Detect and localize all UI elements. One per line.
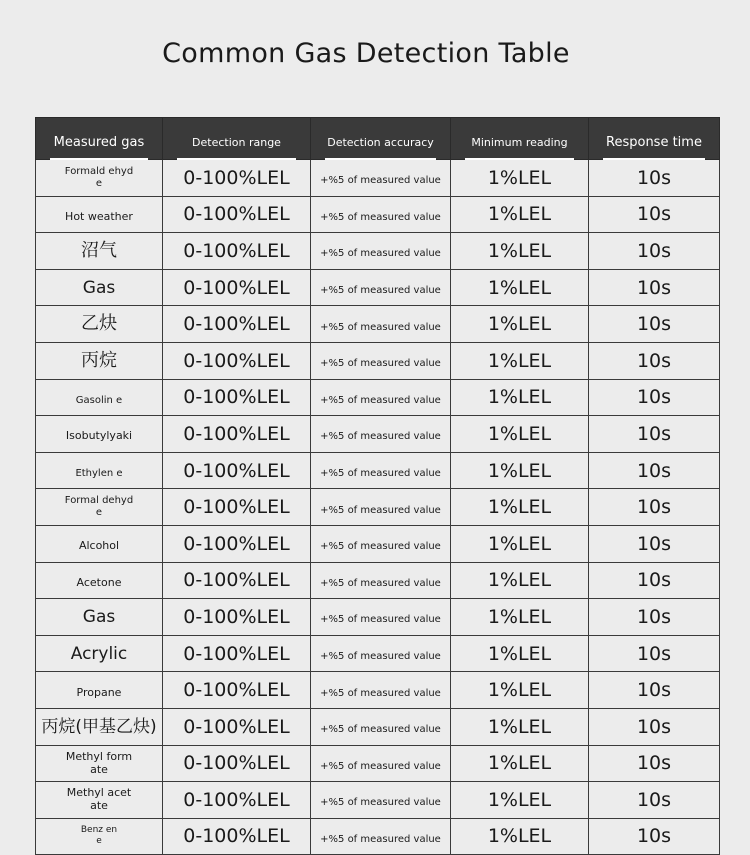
response-time-text: 10s (636, 605, 672, 628)
detection-accuracy-cell (311, 489, 451, 526)
gas-name-text: Propane (76, 685, 122, 699)
gas-name-cell (36, 745, 163, 782)
detection-accuracy-text: +%5 of measured value (320, 760, 441, 772)
detection-accuracy-text: +%5 of measured value (320, 797, 441, 809)
table-row (36, 269, 720, 306)
response-time-text: 10s (636, 313, 672, 336)
table-row (36, 782, 720, 819)
detection-accuracy-cell (311, 233, 451, 270)
header-response-time: Response time (589, 118, 720, 160)
minimum-reading-cell (451, 635, 589, 672)
response-time-cell (589, 160, 720, 197)
table-body (36, 160, 720, 855)
response-time-cell (589, 306, 720, 343)
detection-range-cell (163, 233, 311, 270)
table-header-row (36, 118, 720, 160)
detection-range-text: 0-100%LEL (183, 642, 290, 665)
gas-name-cell (36, 342, 163, 379)
detection-range-text: 0-100%LEL (183, 532, 290, 555)
table-row (36, 196, 720, 233)
table-row (36, 818, 720, 855)
detection-accuracy-cell (311, 708, 451, 745)
detection-accuracy-cell (311, 160, 451, 197)
gas-name-cell (36, 160, 163, 197)
detection-range-text: 0-100%LEL (183, 166, 290, 189)
detection-range-text: 0-100%LEL (183, 569, 290, 592)
response-time-text: 10s (636, 496, 672, 519)
gas-name-text: 乙炔 (81, 313, 117, 335)
detection-accuracy-text: +%5 of measured value (320, 687, 441, 699)
detection-accuracy-cell (311, 342, 451, 379)
minimum-reading-text: 1%LEL (487, 752, 552, 775)
gas-name-cell (36, 782, 163, 819)
minimum-reading-cell (451, 708, 589, 745)
response-time-cell (589, 379, 720, 416)
header-detection-range: Detection range (163, 118, 311, 160)
detection-accuracy-cell (311, 635, 451, 672)
minimum-reading-text: 1%LEL (487, 276, 552, 299)
detection-accuracy-cell (311, 599, 451, 636)
response-time-cell (589, 342, 720, 379)
header-detection-accuracy: Detection accuracy (311, 118, 451, 160)
detection-range-text: 0-100%LEL (183, 203, 290, 226)
minimum-reading-text: 1%LEL (487, 715, 552, 738)
detection-accuracy-cell (311, 672, 451, 709)
detection-range-cell (163, 452, 311, 489)
detection-range-cell (163, 196, 311, 233)
detection-range-text: 0-100%LEL (183, 752, 290, 775)
detection-accuracy-cell (311, 196, 451, 233)
detection-accuracy-text: +%5 of measured value (320, 175, 441, 187)
response-time-cell (589, 672, 720, 709)
response-time-cell (589, 416, 720, 453)
gas-name-cell (36, 708, 163, 745)
gas-name-text: Acrylic (70, 643, 128, 664)
detection-range-text: 0-100%LEL (183, 496, 290, 519)
minimum-reading-text: 1%LEL (487, 825, 552, 848)
table-row (36, 489, 720, 526)
gas-name-cell (36, 489, 163, 526)
detection-range-text: 0-100%LEL (183, 459, 290, 482)
minimum-reading-text: 1%LEL (487, 386, 552, 409)
gas-name-cell (36, 672, 163, 709)
gas-name-text: Acetone (76, 575, 122, 589)
minimum-reading-cell (451, 672, 589, 709)
minimum-reading-cell (451, 233, 589, 270)
detection-range-cell (163, 672, 311, 709)
table-row (36, 452, 720, 489)
detection-accuracy-cell (311, 562, 451, 599)
detection-range-text: 0-100%LEL (183, 313, 290, 336)
response-time-cell (589, 452, 720, 489)
response-time-text: 10s (636, 203, 672, 226)
response-time-text: 10s (636, 752, 672, 775)
gas-name-cell (36, 269, 163, 306)
detection-accuracy-text: +%5 of measured value (320, 614, 441, 626)
detection-accuracy-text: +%5 of measured value (320, 248, 441, 260)
table-row (36, 599, 720, 636)
table-row (36, 635, 720, 672)
minimum-reading-text: 1%LEL (487, 788, 552, 811)
minimum-reading-text: 1%LEL (487, 496, 552, 519)
minimum-reading-cell (451, 160, 589, 197)
detection-accuracy-text: +%5 of measured value (320, 431, 441, 443)
detection-accuracy-text: +%5 of measured value (320, 724, 441, 736)
response-time-text: 10s (636, 422, 672, 445)
response-time-text: 10s (636, 679, 672, 702)
gas-name-cell (36, 452, 163, 489)
response-time-text: 10s (636, 642, 672, 665)
gas-name-text: Formald ehyde (64, 165, 134, 189)
gas-name-text: Formal dehyde (64, 495, 134, 519)
header-measured-gas: Measured gas (36, 118, 163, 160)
response-time-cell (589, 635, 720, 672)
gas-name-text: Gas (82, 606, 116, 627)
detection-range-cell (163, 708, 311, 745)
minimum-reading-text: 1%LEL (487, 569, 552, 592)
detection-range-cell (163, 635, 311, 672)
detection-accuracy-text: +%5 of measured value (320, 541, 441, 553)
detection-range-cell (163, 782, 311, 819)
response-time-text: 10s (636, 788, 672, 811)
gas-name-cell (36, 416, 163, 453)
detection-range-cell (163, 160, 311, 197)
gas-name-cell (36, 306, 163, 343)
minimum-reading-cell (451, 452, 589, 489)
detection-range-text: 0-100%LEL (183, 276, 290, 299)
gas-name-text: Isobutylyaki (65, 429, 133, 443)
gas-name-cell (36, 233, 163, 270)
table-row (36, 416, 720, 453)
minimum-reading-text: 1%LEL (487, 422, 552, 445)
minimum-reading-text: 1%LEL (487, 203, 552, 226)
detection-accuracy-cell (311, 745, 451, 782)
detection-accuracy-cell (311, 269, 451, 306)
minimum-reading-cell (451, 342, 589, 379)
gas-name-text: Gas (82, 277, 116, 298)
response-time-cell (589, 708, 720, 745)
response-time-cell (589, 745, 720, 782)
detection-accuracy-cell (311, 416, 451, 453)
minimum-reading-cell (451, 269, 589, 306)
minimum-reading-cell (451, 599, 589, 636)
detection-accuracy-text: +%5 of measured value (320, 285, 441, 297)
detection-range-cell (163, 818, 311, 855)
detection-range-cell (163, 562, 311, 599)
response-time-text: 10s (636, 276, 672, 299)
detection-accuracy-cell (311, 818, 451, 855)
table-row (36, 233, 720, 270)
gas-name-cell (36, 196, 163, 233)
table-row (36, 160, 720, 197)
response-time-text: 10s (636, 569, 672, 592)
detection-range-cell (163, 745, 311, 782)
minimum-reading-cell (451, 379, 589, 416)
response-time-text: 10s (636, 532, 672, 555)
detection-range-text: 0-100%LEL (183, 605, 290, 628)
minimum-reading-cell (451, 416, 589, 453)
gas-name-cell (36, 562, 163, 599)
detection-accuracy-text: +%5 of measured value (320, 651, 441, 663)
detection-range-text: 0-100%LEL (183, 825, 290, 848)
detection-range-cell (163, 599, 311, 636)
header-minimum-reading: Minimum reading (451, 118, 589, 160)
minimum-reading-text: 1%LEL (487, 642, 552, 665)
detection-accuracy-cell (311, 452, 451, 489)
gas-name-cell (36, 818, 163, 855)
detection-accuracy-text: +%5 of measured value (320, 577, 441, 589)
minimum-reading-text: 1%LEL (487, 239, 552, 262)
response-time-text: 10s (636, 239, 672, 262)
minimum-reading-cell (451, 196, 589, 233)
table-row (36, 306, 720, 343)
response-time-cell (589, 562, 720, 599)
detection-range-text: 0-100%LEL (183, 679, 290, 702)
minimum-reading-text: 1%LEL (487, 313, 552, 336)
table-row (36, 342, 720, 379)
gas-name-text: Benz ene (80, 825, 118, 847)
gas-name-text: Methyl formate (65, 749, 133, 776)
minimum-reading-cell (451, 306, 589, 343)
gas-name-text: 丙烷(甲基乙炔) (41, 717, 157, 738)
minimum-reading-cell (451, 818, 589, 855)
detection-accuracy-cell (311, 379, 451, 416)
minimum-reading-text: 1%LEL (487, 349, 552, 372)
gas-name-text: 丙烷 (81, 349, 117, 371)
gas-name-text: Ethylen e (75, 468, 123, 480)
gas-name-cell (36, 379, 163, 416)
detection-range-cell (163, 306, 311, 343)
gas-detection-table (35, 117, 720, 855)
table-row (36, 379, 720, 416)
detection-accuracy-cell (311, 782, 451, 819)
response-time-cell (589, 196, 720, 233)
detection-range-text: 0-100%LEL (183, 239, 290, 262)
detection-accuracy-text: +%5 of measured value (320, 394, 441, 406)
table-row (36, 672, 720, 709)
gas-name-cell (36, 525, 163, 562)
detection-accuracy-text: +%5 of measured value (320, 211, 441, 223)
response-time-text: 10s (636, 166, 672, 189)
detection-range-cell (163, 416, 311, 453)
detection-accuracy-text: +%5 of measured value (320, 468, 441, 480)
response-time-text: 10s (636, 825, 672, 848)
detection-range-text: 0-100%LEL (183, 349, 290, 372)
minimum-reading-text: 1%LEL (487, 532, 552, 555)
minimum-reading-text: 1%LEL (487, 459, 552, 482)
response-time-cell (589, 599, 720, 636)
minimum-reading-cell (451, 782, 589, 819)
detection-range-text: 0-100%LEL (183, 386, 290, 409)
table-row (36, 745, 720, 782)
detection-accuracy-cell (311, 306, 451, 343)
response-time-cell (589, 782, 720, 819)
response-time-text: 10s (636, 715, 672, 738)
detection-range-text: 0-100%LEL (183, 715, 290, 738)
detection-accuracy-text: +%5 of measured value (320, 504, 441, 516)
detection-range-cell (163, 525, 311, 562)
detection-range-text: 0-100%LEL (183, 422, 290, 445)
minimum-reading-cell (451, 745, 589, 782)
table-row (36, 708, 720, 745)
response-time-cell (589, 818, 720, 855)
detection-accuracy-text: +%5 of measured value (320, 358, 441, 370)
gas-name-cell (36, 599, 163, 636)
detection-accuracy-text: +%5 of measured value (320, 321, 441, 333)
detection-range-cell (163, 269, 311, 306)
minimum-reading-text: 1%LEL (487, 605, 552, 628)
detection-range-text: 0-100%LEL (183, 788, 290, 811)
gas-name-text: Hot weather (65, 209, 133, 223)
detection-accuracy-text: +%5 of measured value (320, 833, 441, 845)
minimum-reading-cell (451, 489, 589, 526)
detection-range-cell (163, 342, 311, 379)
gas-name-text: Gasolin e (75, 394, 123, 406)
response-time-cell (589, 525, 720, 562)
response-time-text: 10s (636, 386, 672, 409)
response-time-text: 10s (636, 349, 672, 372)
minimum-reading-text: 1%LEL (487, 679, 552, 702)
page-title: Common Gas Detection Table (162, 38, 570, 69)
table-row (36, 562, 720, 599)
table-row (36, 525, 720, 562)
minimum-reading-text: 1%LEL (487, 166, 552, 189)
detection-accuracy-cell (311, 525, 451, 562)
gas-name-text: Alcohol (78, 539, 120, 553)
minimum-reading-cell (451, 562, 589, 599)
gas-name-text: 沼气 (81, 239, 117, 261)
response-time-cell (589, 489, 720, 526)
minimum-reading-cell (451, 525, 589, 562)
response-time-cell (589, 233, 720, 270)
response-time-cell (589, 269, 720, 306)
detection-range-cell (163, 489, 311, 526)
detection-range-cell (163, 379, 311, 416)
gas-name-text: Methyl acetate (66, 786, 132, 813)
response-time-text: 10s (636, 459, 672, 482)
gas-name-cell (36, 635, 163, 672)
